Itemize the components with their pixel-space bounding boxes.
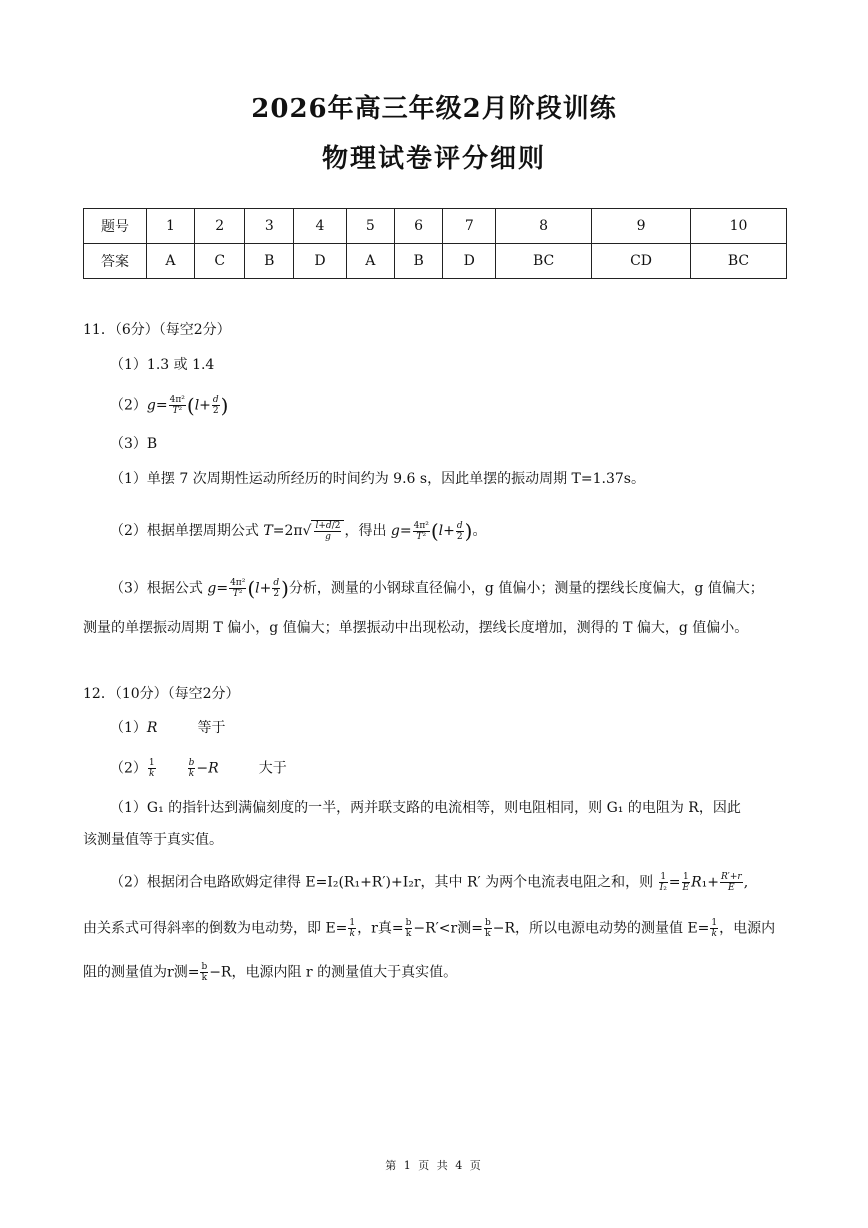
q12-explain-1-line2: 该测量值等于真实值。 bbox=[83, 832, 223, 848]
answer-cell: BC bbox=[690, 244, 786, 279]
q12-explain-1-line1: （1）G₁ 的指针达到满偏刻度的一半，两并联支路的电流相等，则电阻相同，则 G₁ 的电阻为 R，因此 bbox=[110, 800, 741, 816]
question-number: 6 bbox=[394, 209, 443, 244]
page-title: 2026年高三年级2月阶段训练 bbox=[251, 94, 617, 124]
q11-explain-3-line2: 测量的单摆振动周期 T 偏小，g 值偏大；单摆振动中出现松动，摆线长度增加，测得的 T 偏大，g 值偏小。 bbox=[83, 620, 749, 636]
q12-answer-1: （1）R 等于 bbox=[110, 720, 226, 736]
q12-explain-2-line2: 由关系式可得斜率的倒数为电动势，即 E= $\frac{1}{k}$ ，r真= $\frac{b}{k}$ −R′<r测= $\frac{b}{k}$ −R，所以电源电动势的测量值 E= $\frac{1}{k}$ ，电源内 bbox=[83, 918, 776, 939]
answer-cell: D bbox=[443, 244, 496, 279]
question-number: 5 bbox=[346, 209, 394, 244]
table-header-cell: 题号 bbox=[84, 209, 147, 244]
question-number: 8 bbox=[496, 209, 592, 244]
q12-explain-2-line1: （2）根据闭合电路欧姆定律得 E=I₂(R₁+R′)+I₂r，其中 R′ 为两个电流表电阻之和，则 $\frac{1}{\text{I₂}}$ = $\frac{1}{E}$ R₁+ $\frac{R'+r}{E}$ , bbox=[110, 872, 749, 893]
question-number: 9 bbox=[592, 209, 691, 244]
page-subtitle: 物理试卷评分细则 bbox=[321, 144, 546, 174]
answer-cell: D bbox=[294, 244, 347, 279]
question-number: 10 bbox=[690, 209, 786, 244]
q11-explain-3-line1: （3）根据公式 g= $\frac{\text{4π²}}{\text{T²}}$ (l+ $\frac{d}{2}$ )分析，测量的小钢球直径偏小，g 值偏小；测量的摆线长度偏大，g 值偏大； bbox=[110, 576, 764, 601]
q11-explain-2: （2）根据单摆周期公式 T=2π√ $\frac{l+d/2}{g}$ ，得出 g= $\frac{\text{4π²}}{\text{T²}}$ (l+ $\frac{d}{2}$ )。 bbox=[110, 519, 487, 543]
question-number: 7 bbox=[443, 209, 496, 244]
answer-cell: BC bbox=[496, 244, 592, 279]
q11-answer-2: （2）g= $\frac{\text{4π²}}{\text{T²}}$ (l+ $\frac{d}{2}$ ) bbox=[110, 393, 229, 418]
q11-heading: 11．（6分）（每空2分） bbox=[83, 322, 231, 338]
q11-answer-3: （3）B bbox=[110, 436, 158, 452]
q11-explain-1: （1）单摆 7 次周期性运动所经历的时间约为 9.6 s，因此单摆的振动周期 T=1.37s。 bbox=[110, 471, 645, 487]
answer-cell: A bbox=[346, 244, 394, 279]
q12-explain-2-line3: 阻的测量值为r测= $\frac{b}{k}$ −R，电源内阻 r 的测量值大于真实值。 bbox=[83, 962, 458, 983]
table-header-cell: 答案 bbox=[84, 244, 147, 279]
table-row-answers bbox=[84, 244, 787, 279]
answer-cell: C bbox=[194, 244, 245, 279]
answer-cell: A bbox=[147, 244, 195, 279]
question-number: 1 bbox=[147, 209, 195, 244]
answer-table bbox=[83, 208, 787, 279]
answer-cell: B bbox=[394, 244, 443, 279]
answer-cell: B bbox=[245, 244, 294, 279]
page-footer: 第 1 页 共 4 页 bbox=[385, 1159, 483, 1172]
table-row-numbers bbox=[84, 209, 787, 244]
answer-cell: CD bbox=[592, 244, 691, 279]
question-number: 2 bbox=[194, 209, 245, 244]
question-number: 4 bbox=[294, 209, 347, 244]
q12-answer-2: （2） $\frac{1}{k}$ $\frac{b}{k}$ −R 大于 bbox=[110, 758, 287, 779]
q12-heading: 12．（10分）（每空2分） bbox=[83, 686, 240, 702]
question-number: 3 bbox=[245, 209, 294, 244]
q11-answer-1: （1）1.3 或 1.4 bbox=[110, 357, 215, 373]
